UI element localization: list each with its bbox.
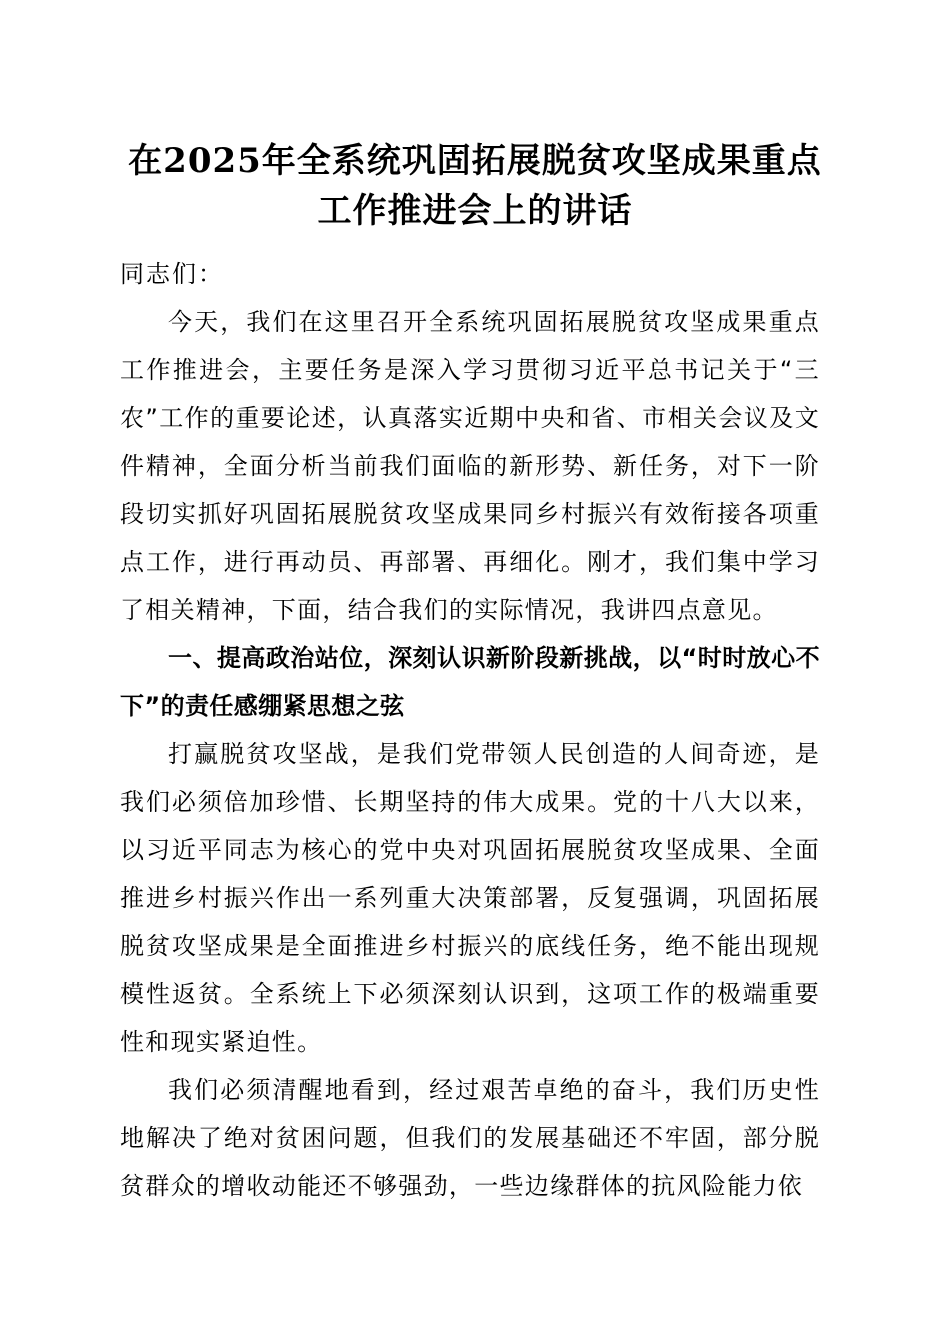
paragraph-opening: 今天，我们在这里召开全系统巩固拓展脱贫攻坚成果重点工作推进会，主要任务是深入学习贯彻习近平总书记关于“三农”工作的重要论述，认真落实近期中央和省、市相关会议及文件精神，全面分析当前我们面临的新形势、新任务，对下一阶段切实抓好巩固拓展脱贫攻坚成果同乡村振兴有效衔接各项重点工作，进行再动员、再部署、再细化。刚才，我们集中学习了相关精神，下面，结合我们的实际情况，我讲四点意见。 bbox=[120, 308, 820, 624]
paragraph-achievement: 打赢脱贫攻坚战，是我们党带领人民创造的人间奇迹，是我们必须倍加珍惜、长期坚持的伟大成果。党的十八大以来，以习近平同志为核心的党中央对巩固拓展脱贫攻坚成果、全面推进乡村振兴作出一系列重大决策部署，反复强调，巩固拓展脱贫攻坚成果是全面推进乡村振兴的底线任务，绝不能出现规模性返贫。全系统上下必须深刻认识到，这项工作的极端重要性和现实紧迫性。 bbox=[120, 740, 820, 1056]
greeting: 同志们： bbox=[120, 260, 224, 288]
title-line-2: 工作推进会上的讲话 bbox=[317, 191, 633, 231]
title-line-1: 在2025年全系统巩固拓展脱贫攻坚成果重点 bbox=[128, 141, 822, 181]
section-heading-1: 一、提高政治站位，深刻认识新阶段新挑战，以“时时放心不下”的责任感绷紧思想之弦 bbox=[120, 644, 820, 720]
document-body bbox=[120, 250, 820, 1210]
document-title bbox=[118, 136, 832, 236]
paragraph-challenges: 我们必须清醒地看到，经过艰苦卓绝的奋斗，我们历史性地解决了绝对贫困问题，但我们的发展基础还不牢固，部分脱贫群众的增收动能还不够强劲，一些边缘群体的抗风险能力依 bbox=[120, 1076, 820, 1200]
